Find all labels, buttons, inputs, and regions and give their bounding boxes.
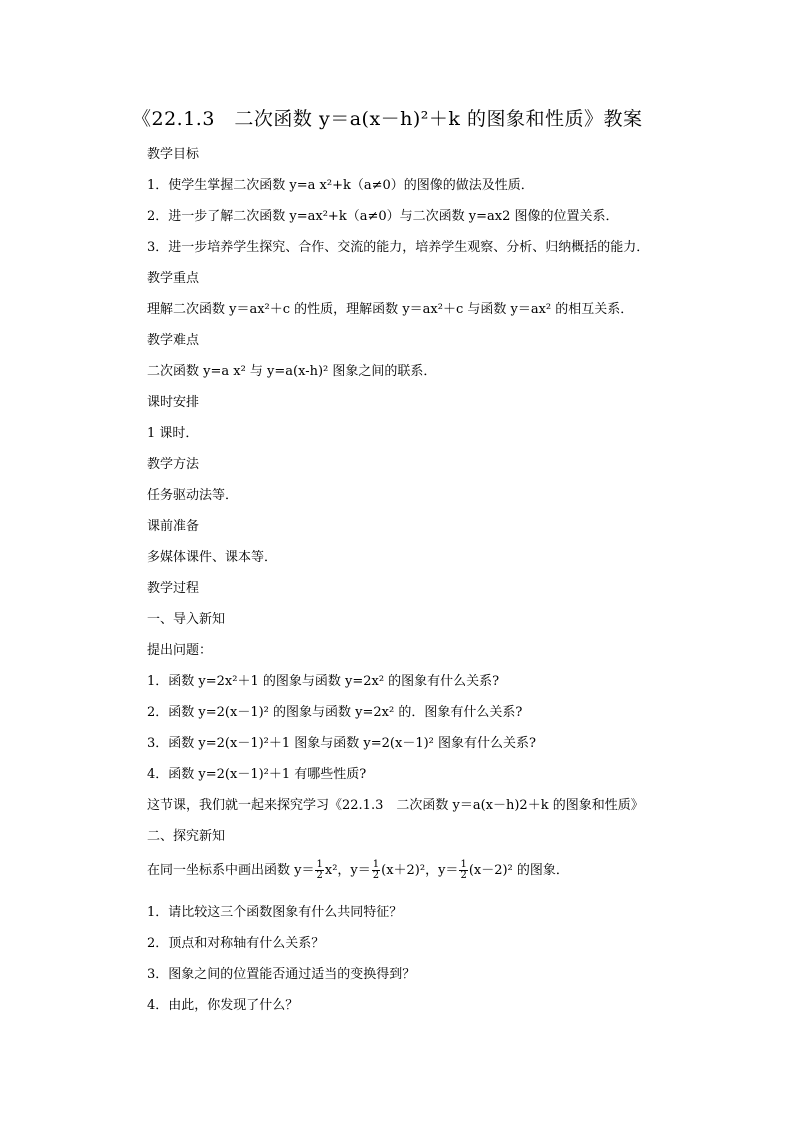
- key-point-text: 理解二次函数 y＝ax²＋c 的性质，理解函数 y＝ax²＋c 与函数 y＝ax² 的相互关系．: [147, 302, 634, 317]
- draw-f1: x²，y＝: [324, 863, 371, 878]
- goal-item-2: 2．进一步了解二次函数 y=ax²+k（a≠0）与二次函数 y=ax2 图像的位置关系．: [147, 209, 619, 224]
- document-title: 《22.1.3 二次函数 y＝a(x－h)²＋k 的图象和性质》教案: [132, 108, 643, 130]
- question-3: 3．函数 y=2(x－1)²＋1 图象与函数 y=2(x－1)² 图象有什么关系?: [147, 736, 536, 751]
- explore-question-1: 1．请比较这三个函数图象有什么共同特征？: [147, 905, 403, 920]
- fraction-half-3: $\frac{1}{2}$: [460, 859, 467, 881]
- part2-heading: 二、探究新知: [147, 829, 226, 844]
- section-heading-prep: 课前准备: [147, 519, 200, 534]
- goal-item-1: 1．使学生掌握二次函数 y=a x²+k（a≠0）的图像的做法及性质．: [147, 178, 534, 193]
- section-heading-goals: 教学目标: [147, 147, 200, 162]
- question-1: 1．函数 y=2x²＋1 的图象与函数 y=2x² 的图象有什么关系?: [147, 674, 500, 689]
- part1-closing: 这节课，我们就一起来探究学习《22.1.3 二次函数 y＝a(x－h)2＋k 的图象和性质》: [147, 798, 644, 813]
- explore-question-2: 2．顶点和对称轴有什么关系？: [147, 936, 325, 951]
- question-2: 2．函数 y=2(x－1)² 的图象与函数 y=2x² 的．图象有什么关系?: [147, 705, 523, 720]
- question-4: 4．函数 y=2(x－1)²＋1 有哪些性质?: [147, 767, 367, 782]
- explore-question-3: 3．图象之间的位置能否通过适当的变换得到？: [147, 967, 416, 982]
- fraction-half-1: $\frac{1}{2}$: [316, 859, 323, 881]
- explore-question-4: 4．由此，你发现了什么？: [147, 998, 299, 1013]
- prep-text: 多媒体课件、课本等．: [147, 550, 278, 565]
- section-heading-difficulty: 教学难点: [147, 333, 200, 348]
- section-heading-key: 教学重点: [147, 271, 200, 286]
- section-heading-hours: 课时安排: [147, 395, 200, 410]
- section-heading-method: 教学方法: [147, 457, 200, 472]
- draw-instruction: [147, 860, 569, 881]
- part1-intro: 提出问题：: [147, 643, 213, 658]
- draw-f3: (x－2)² 的图象．: [468, 863, 569, 878]
- part1-heading: 一、导入新知: [147, 612, 226, 627]
- difficulty-text: 二次函数 y=a x² 与 y=a(x-h)² 图象之间的联系．: [147, 364, 437, 379]
- goal-item-3: 3．进一步培养学生探究、合作、交流的能力，培养学生观察、分析、归纳概括的能力．: [147, 240, 650, 255]
- draw-prefix: 在同一坐标系中画出函数 y＝: [147, 863, 315, 878]
- section-heading-process: 教学过程: [147, 581, 200, 596]
- hours-text: 1 课时．: [147, 426, 199, 441]
- method-text: 任务驱动法等．: [147, 488, 239, 503]
- fraction-half-2: $\frac{1}{2}$: [372, 859, 380, 881]
- draw-f2: (x＋2)²，y＝: [381, 863, 459, 878]
